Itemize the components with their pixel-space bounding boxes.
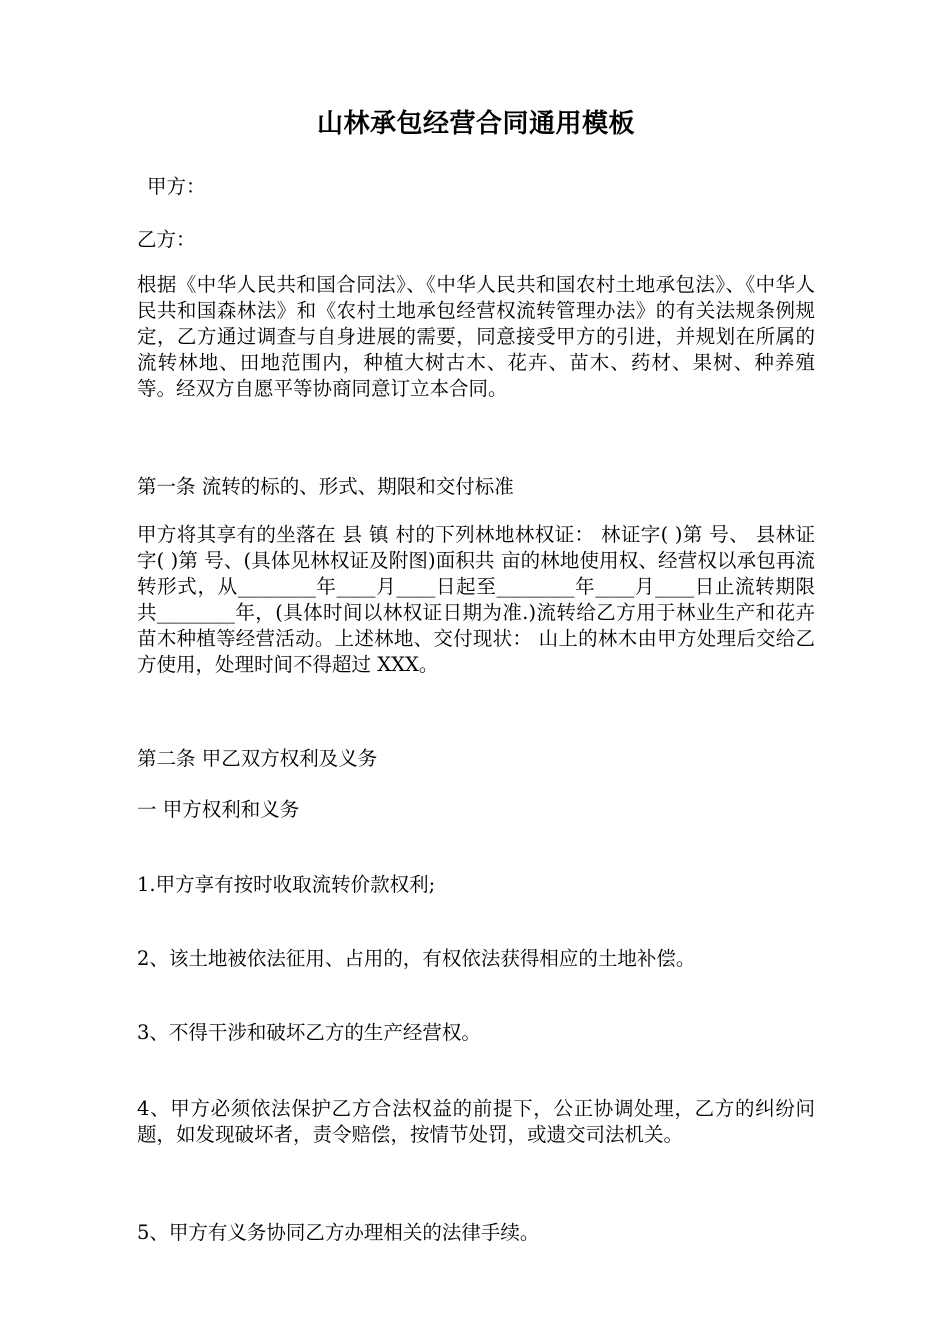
list-item: 5、甲方有义务协同乙方办理相关的法律手续。 [137,1221,540,1244]
article-1-body: 甲方将其享有的坐落在 县 镇 村的下列林地林权证： 林证字( )第 号、 县林证字( )第 号、(具体见林权证及附图)面积共 亩的林地使用权、经营权以承包再流转形式，从________年____月____日起至________年____月____日止流转期限共________年，(具体时间以林权证日期为准.)流转给乙方用于林业生产和花卉苗木种植等经营活动。上述林地、交付现状： 山上的林木由甲方处理后交给乙方使用，处理时间不得超过 XXX。 [137,523,815,676]
list-item: 2、该土地被依法征用、占用的，有权依法获得相应的土地补偿。 [137,947,696,970]
article-2-heading: 第二条 甲乙双方权利及义务 [137,747,378,770]
list-item: 3、不得干涉和破坏乙方的生产经营权。 [137,1021,481,1044]
list-item: 4、甲方必须依法保护乙方合法权益的前提下，公正协调处理，乙方的纠纷问题，如发现破坏者，责令赔偿，按情节处罚，或遗交司法机关。 [137,1097,815,1146]
list-item: 1.甲方享有按时收取流转价款权利; [137,873,436,896]
party-a-label: 甲方： [147,175,206,198]
party-b-label: 乙方： [137,228,196,251]
preamble-paragraph: 根据《中华人民共和国合同法》、《中华人民共和国农村土地承包法》、《中华人民共和国森林法》和《农村土地承包经营权流转管理办法》的有关法规条例规定，乙方通过调查与自身进展的需要，同意接受甲方的引进，并规划在所属的流转林地、田地范围内，种植大树古木、花卉、苗木、药材、果树、种养殖等。经双方自愿平等协商同意订立本合同。 [137,273,815,400]
document-title: 山林承包经营合同通用模板 [316,109,635,139]
section-1-heading: 一 甲方权利和义务 [137,798,300,821]
article-1-heading: 第一条 流转的标的、形式、期限和交付标准 [137,475,514,498]
